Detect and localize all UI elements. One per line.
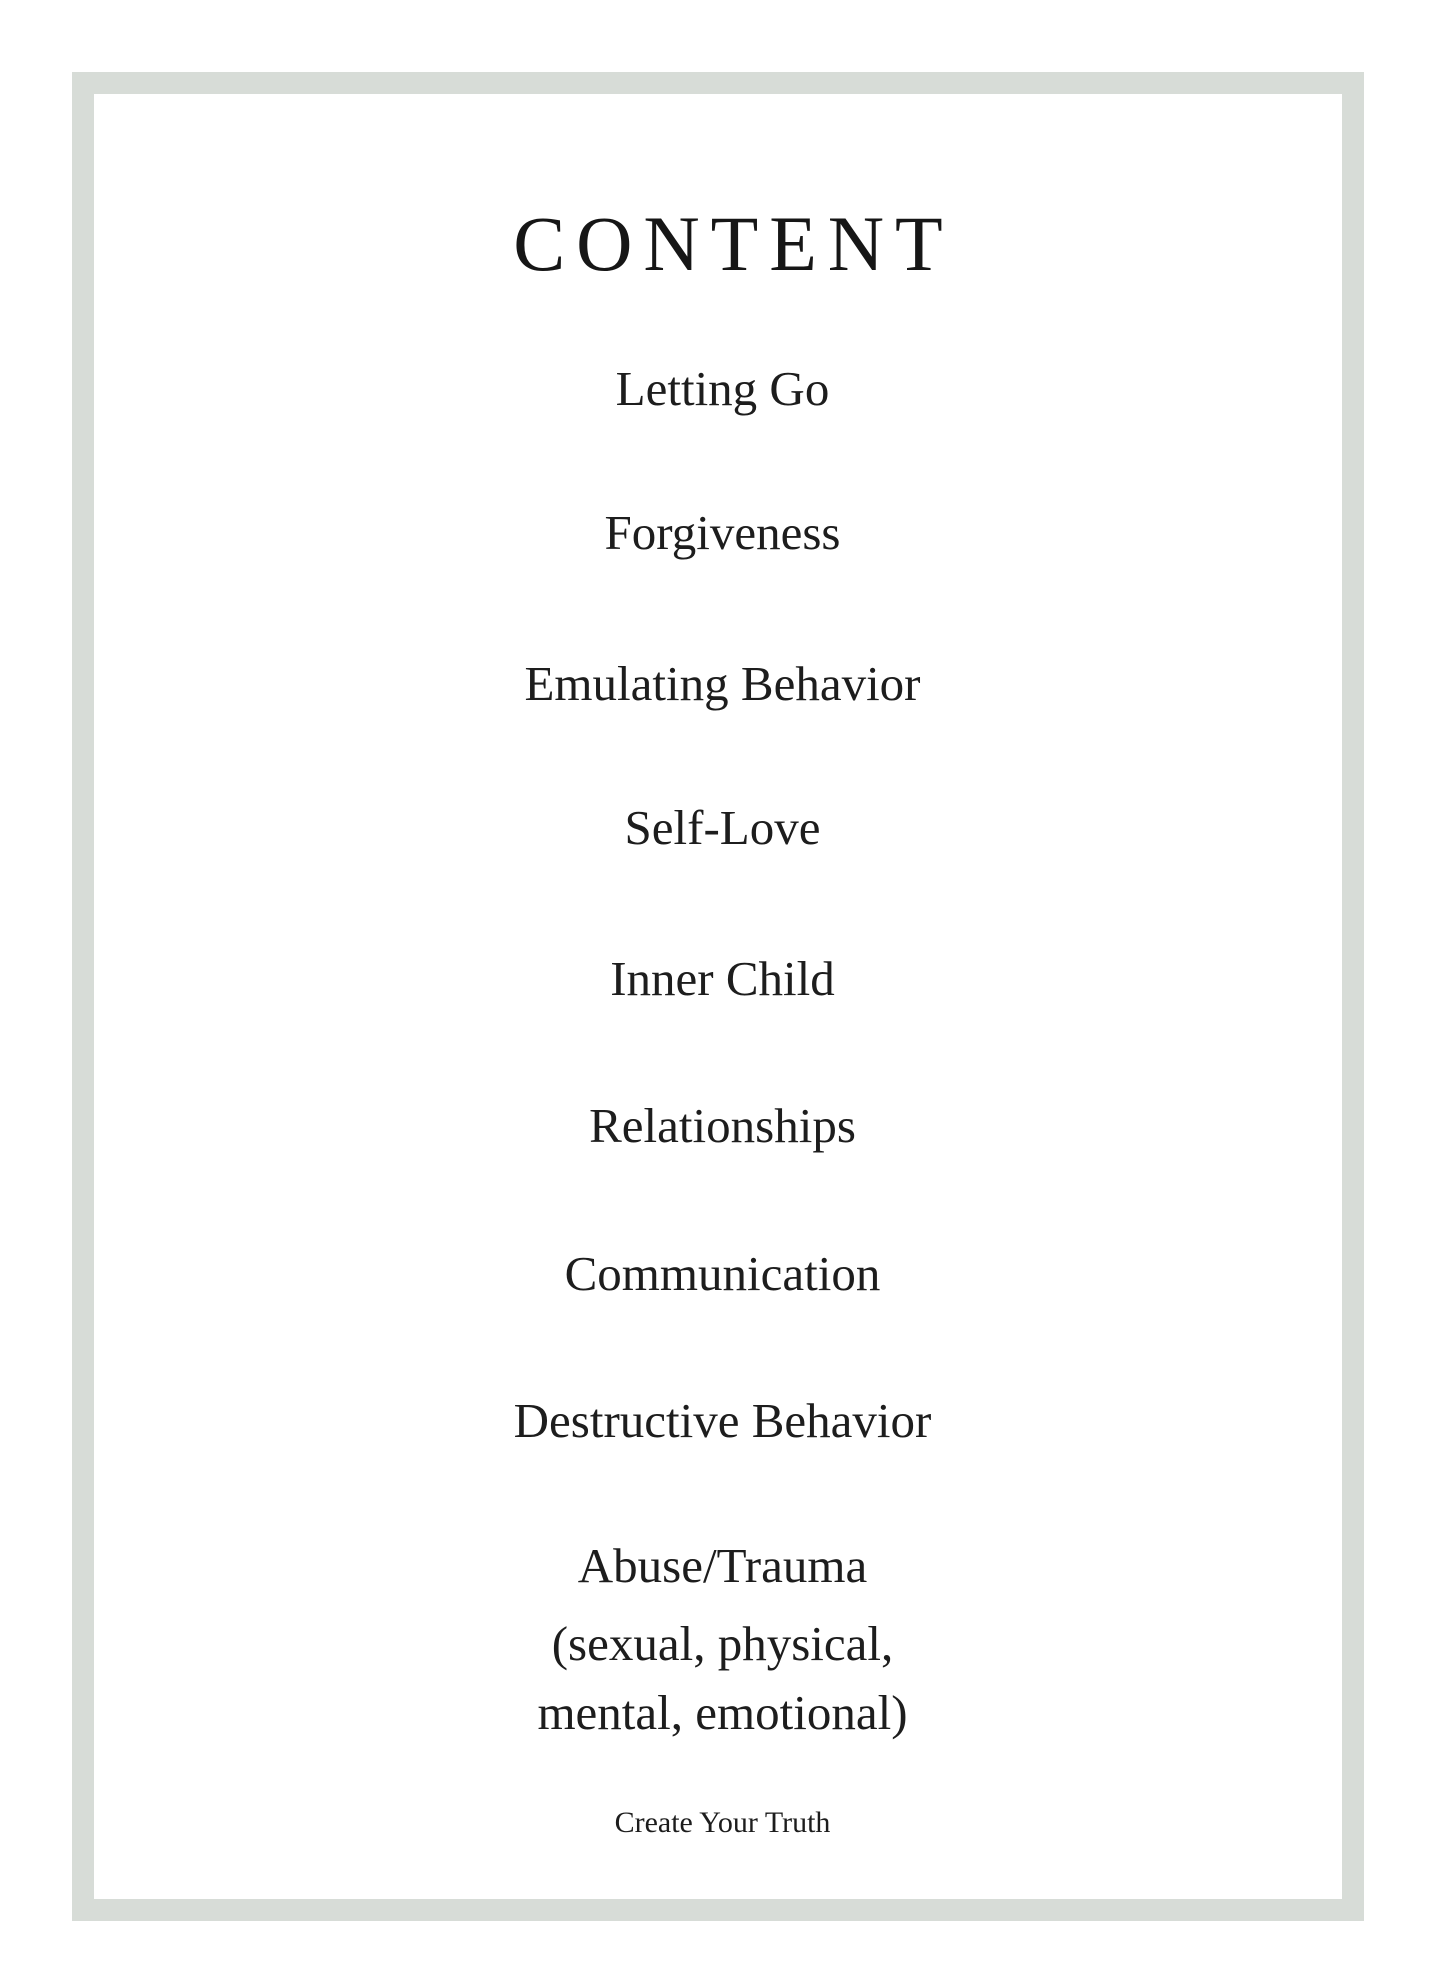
list-item-forgiveness: Forgiveness bbox=[604, 505, 841, 560]
list-item-emulating-behavior: Emulating Behavior bbox=[524, 656, 921, 711]
footer-text: Create Your Truth bbox=[614, 1806, 831, 1839]
list-item-communication: Communication bbox=[564, 1246, 881, 1301]
list-item-self-love: Self-Love bbox=[624, 800, 821, 855]
list-item-letting-go: Letting Go bbox=[615, 361, 830, 416]
list-item-abuse-trauma: Abuse/Trauma bbox=[577, 1538, 868, 1593]
list-item-abuse-trauma-subline-1: (sexual, physical, bbox=[551, 1616, 894, 1671]
list-item-relationships: Relationships bbox=[589, 1098, 856, 1153]
list-item-abuse-trauma-subline-2: mental, emotional) bbox=[537, 1685, 908, 1740]
list-item-inner-child: Inner Child bbox=[610, 951, 835, 1006]
page-title: CONTENT bbox=[513, 200, 954, 287]
list-item-destructive-behavior: Destructive Behavior bbox=[513, 1393, 932, 1448]
